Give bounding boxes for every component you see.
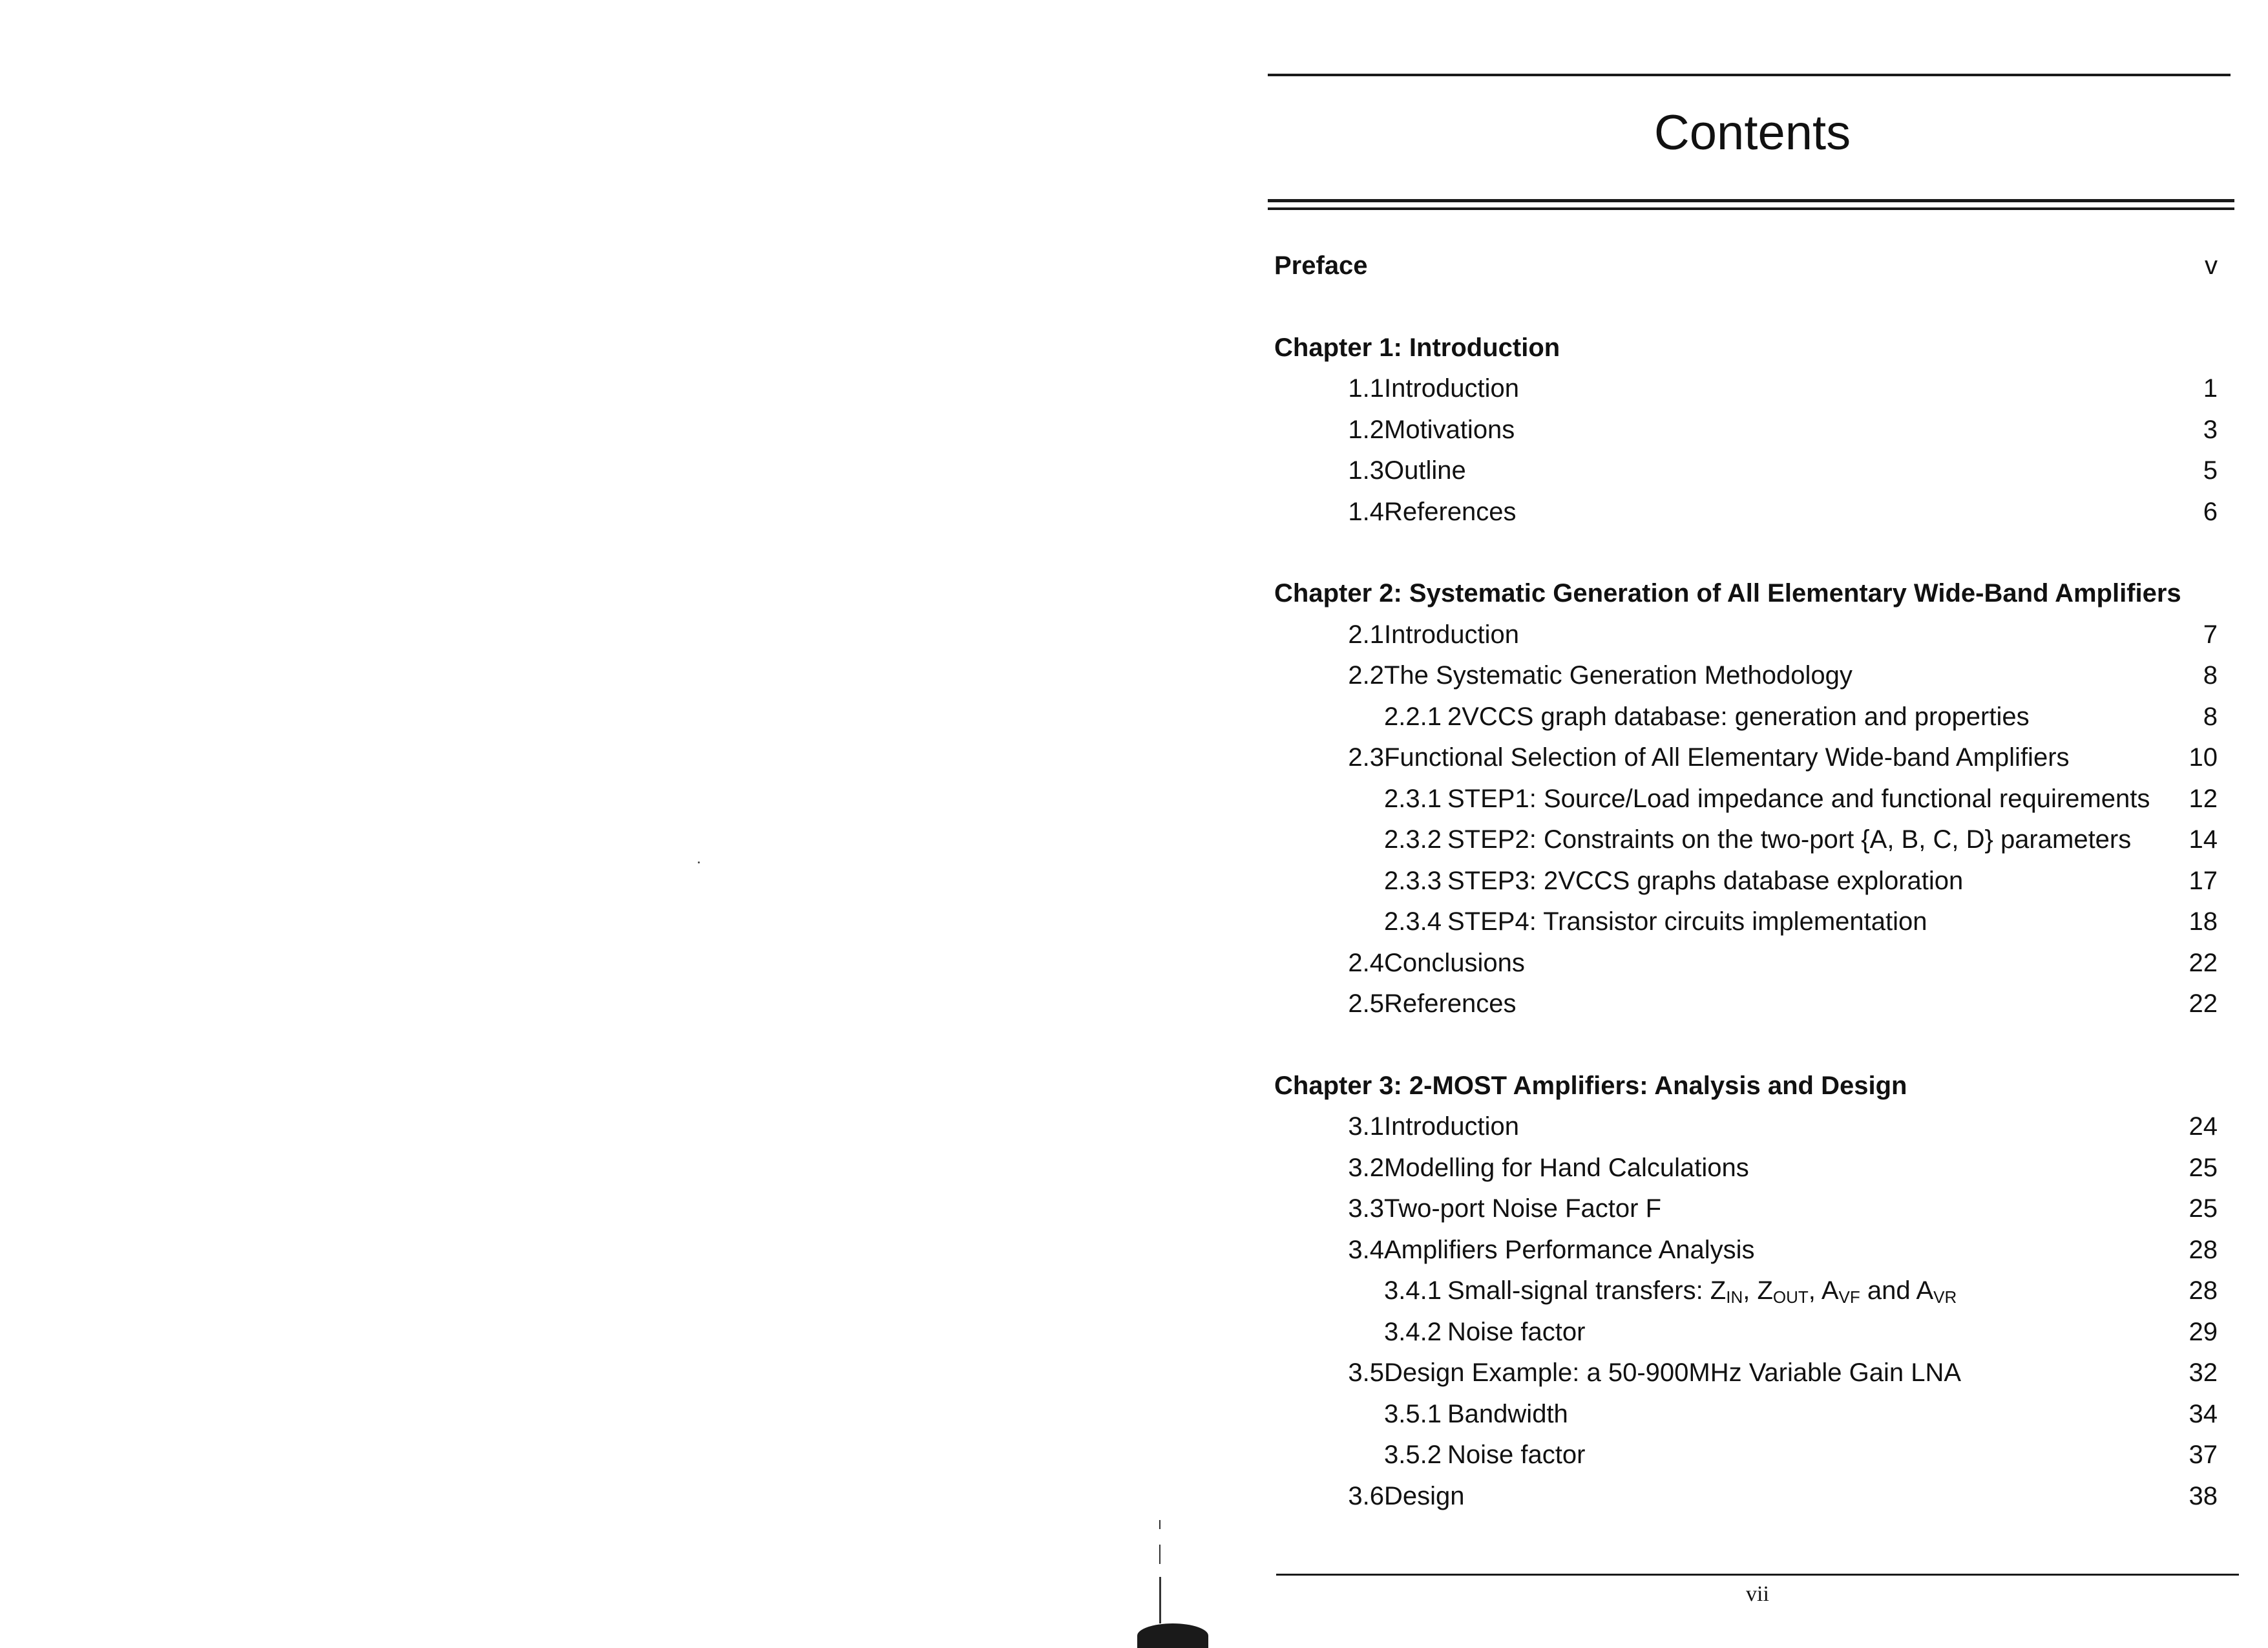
toc-subentry (1274, 1394, 2218, 1435)
toc-entry (1274, 492, 2218, 533)
toc-entry-title: Introduction (1384, 620, 1520, 649)
toc-entry (1274, 984, 2218, 1025)
toc-entry (1274, 655, 2218, 697)
toc-entry-number: 2.4 (1348, 948, 1384, 977)
toc-entry-title: Design Example: a 50-900MHz Variable Gain LNA (1384, 1358, 1962, 1387)
toc-entry-title: Design (1384, 1481, 1465, 1510)
toc-entry-page: 22 (2189, 989, 2218, 1018)
binding-shadow (1137, 1623, 1208, 1648)
toc-entry-page: 29 (2189, 1317, 2218, 1346)
toc-subentry (1274, 819, 2218, 861)
toc-entry-number: 1.1 (1348, 374, 1384, 403)
toc-entry-number: 2.3.2 (1384, 825, 1442, 854)
toc-entry-title: Noise factor (1447, 1441, 1586, 1469)
subscript-in: IN (1726, 1287, 1743, 1307)
page-number: vii (1746, 1582, 1769, 1606)
toc-entry (1274, 943, 2218, 984)
toc-entry-title: Introduction (1384, 1112, 1520, 1141)
toc-entry-page: 25 (2189, 1153, 2218, 1182)
toc-entry (1274, 1353, 2218, 1394)
toc-entry-title: STEP4: Transistor circuits implementation (1447, 907, 1927, 936)
toc-entry-page: 34 (2189, 1399, 2218, 1428)
toc-entry-page: 28 (2189, 1276, 2218, 1305)
table-of-contents (1274, 246, 2218, 1517)
toc-entry-number: 3.1 (1348, 1112, 1384, 1141)
title-rule-upper (1268, 199, 2234, 202)
toc-subentry (1274, 861, 2218, 902)
binding-tick-1 (1159, 1520, 1160, 1529)
title-rule-lower (1268, 207, 2234, 210)
toc-entry-page: 25 (2189, 1194, 2218, 1223)
toc-gap (1274, 287, 2218, 328)
toc-entry-page: 6 (2203, 497, 2218, 526)
bottom-rule (1276, 1574, 2239, 1576)
title-part: Small-signal transfers: Z (1447, 1276, 1727, 1305)
toc-entry-number: 3.5 (1348, 1358, 1384, 1387)
toc-entry (1274, 450, 2218, 492)
toc-entry-page: 18 (2189, 907, 2218, 936)
toc-entry-number: 3.4.2 (1384, 1317, 1442, 1346)
toc-entry (1274, 1106, 2218, 1148)
toc-entry (1274, 410, 2218, 451)
toc-chapter-2 (1274, 573, 2218, 615)
toc-entry-title: References (1384, 497, 1517, 526)
subscript-out: OUT (1772, 1287, 1809, 1307)
toc-subentry (1274, 1271, 2218, 1312)
toc-entry-number: 2.2 (1348, 661, 1384, 690)
toc-entry-title: STEP2: Constraints on the two-port {A, B, C, D} parameters (1447, 825, 2132, 854)
subscript-vf: VF (1838, 1287, 1860, 1307)
toc-entry-page: 38 (2189, 1481, 2218, 1510)
toc-entry-title: Functional Selection of All Elementary Wide-band Amplifiers (1384, 743, 2070, 772)
toc-chapter-1 (1274, 328, 2218, 369)
title-part: , Z (1743, 1276, 1773, 1305)
toc-entry-page: 10 (2189, 743, 2218, 772)
toc-entry-page: 8 (2203, 661, 2218, 690)
toc-entry-number: 1.2 (1348, 415, 1384, 444)
toc-subentry (1274, 697, 2218, 738)
toc-entry-number: 2.1 (1348, 620, 1384, 649)
toc-entry-page: 14 (2189, 825, 2218, 854)
toc-preface-label: Preface (1274, 251, 1368, 280)
toc-entry-title: Outline (1384, 456, 1466, 485)
toc-entry-title: Bandwidth (1447, 1399, 1568, 1428)
toc-entry (1274, 615, 2218, 656)
toc-entry-number: 1.3 (1348, 456, 1384, 485)
toc-entry-title: Noise factor (1447, 1317, 1586, 1346)
toc-entry-page: 37 (2189, 1441, 2218, 1469)
toc-entry-number: 2.3.3 (1384, 866, 1442, 895)
toc-subentry (1274, 779, 2218, 820)
toc-entry-page: 8 (2203, 702, 2218, 731)
toc-entry-number: 3.3 (1348, 1194, 1384, 1223)
toc-subentry (1274, 902, 2218, 943)
title-part: and A (1860, 1276, 1934, 1305)
toc-entry-title: Amplifiers Performance Analysis (1384, 1235, 1755, 1264)
toc-entry-number: 2.2.1 (1384, 702, 1442, 731)
toc-entry-page: 17 (2189, 866, 2218, 895)
toc-entry-number: 1.4 (1348, 497, 1384, 526)
toc-entry (1274, 1476, 2218, 1517)
toc-subentry (1274, 1312, 2218, 1353)
toc-entry-title: STEP3: 2VCCS graphs database exploration (1447, 866, 1964, 895)
toc-preface-page: v (2205, 251, 2218, 280)
toc-entry-title: References (1384, 989, 1517, 1018)
page-title: Contents (1654, 105, 1851, 160)
toc-entry-number: 3.5.1 (1384, 1399, 1442, 1428)
toc-entry-number: 3.4 (1348, 1235, 1384, 1264)
toc-entry-page: 22 (2189, 948, 2218, 977)
toc-entry-number: 3.4.1 (1384, 1276, 1442, 1305)
binding-line (1159, 1577, 1161, 1623)
toc-entry (1274, 1188, 2218, 1230)
toc-preface (1274, 246, 2218, 287)
toc-entry-page: 1 (2203, 374, 2218, 403)
scan-speck (698, 861, 700, 863)
toc-entry-title: Conclusions (1384, 948, 1525, 977)
toc-entry-page: 12 (2189, 784, 2218, 813)
toc-entry-title: Two-port Noise Factor F (1384, 1194, 1662, 1223)
toc-entry-number: 2.3.1 (1384, 784, 1442, 813)
title-part: , A (1808, 1276, 1839, 1305)
chapter-1-title: Chapter 1: Introduction (1274, 333, 1560, 362)
chapter-3-title: Chapter 3: 2-MOST Amplifiers: Analysis and Design (1274, 1071, 1907, 1100)
binding-tick-2 (1159, 1545, 1160, 1564)
toc-entry-number: 2.5 (1348, 989, 1384, 1018)
toc-entry-number: 2.3.4 (1384, 907, 1442, 936)
toc-subentry (1274, 1435, 2218, 1476)
toc-chapter-3 (1274, 1066, 2218, 1107)
toc-entry-number: 3.6 (1348, 1481, 1384, 1510)
toc-entry-title: Modelling for Hand Calculations (1384, 1153, 1749, 1182)
toc-entry-title: The Systematic Generation Methodology (1384, 661, 1853, 690)
toc-entry (1274, 368, 2218, 410)
toc-entry-title: Motivations (1384, 415, 1515, 444)
toc-entry-title: Introduction (1384, 374, 1520, 403)
toc-entry-page: 3 (2203, 415, 2218, 444)
toc-entry-page: 32 (2189, 1358, 2218, 1387)
toc-entry-title: STEP1: Source/Load impedance and functional requirements (1447, 784, 2150, 813)
top-rule (1268, 74, 2231, 76)
toc-entry-number: 3.2 (1348, 1153, 1384, 1182)
toc-entry-number: 2.3 (1348, 743, 1384, 772)
toc-entry (1274, 1148, 2218, 1189)
toc-gap (1274, 1025, 2218, 1066)
toc-entry-page: 28 (2189, 1235, 2218, 1264)
toc-entry-number: 3.5.2 (1384, 1441, 1442, 1469)
toc-entry (1274, 1230, 2218, 1271)
toc-entry-title (1447, 1271, 1957, 1312)
toc-entry-page: 24 (2189, 1112, 2218, 1141)
toc-entry-page: 5 (2203, 456, 2218, 485)
toc-entry-title: 2VCCS graph database: generation and properties (1447, 702, 2030, 731)
subscript-vr: VR (1933, 1287, 1957, 1307)
toc-gap (1274, 533, 2218, 573)
chapter-2-title: Chapter 2: Systematic Generation of All Elementary Wide-Band Amplifiers (1274, 579, 2181, 607)
toc-entry (1274, 737, 2218, 779)
toc-entry-page: 7 (2203, 620, 2218, 649)
